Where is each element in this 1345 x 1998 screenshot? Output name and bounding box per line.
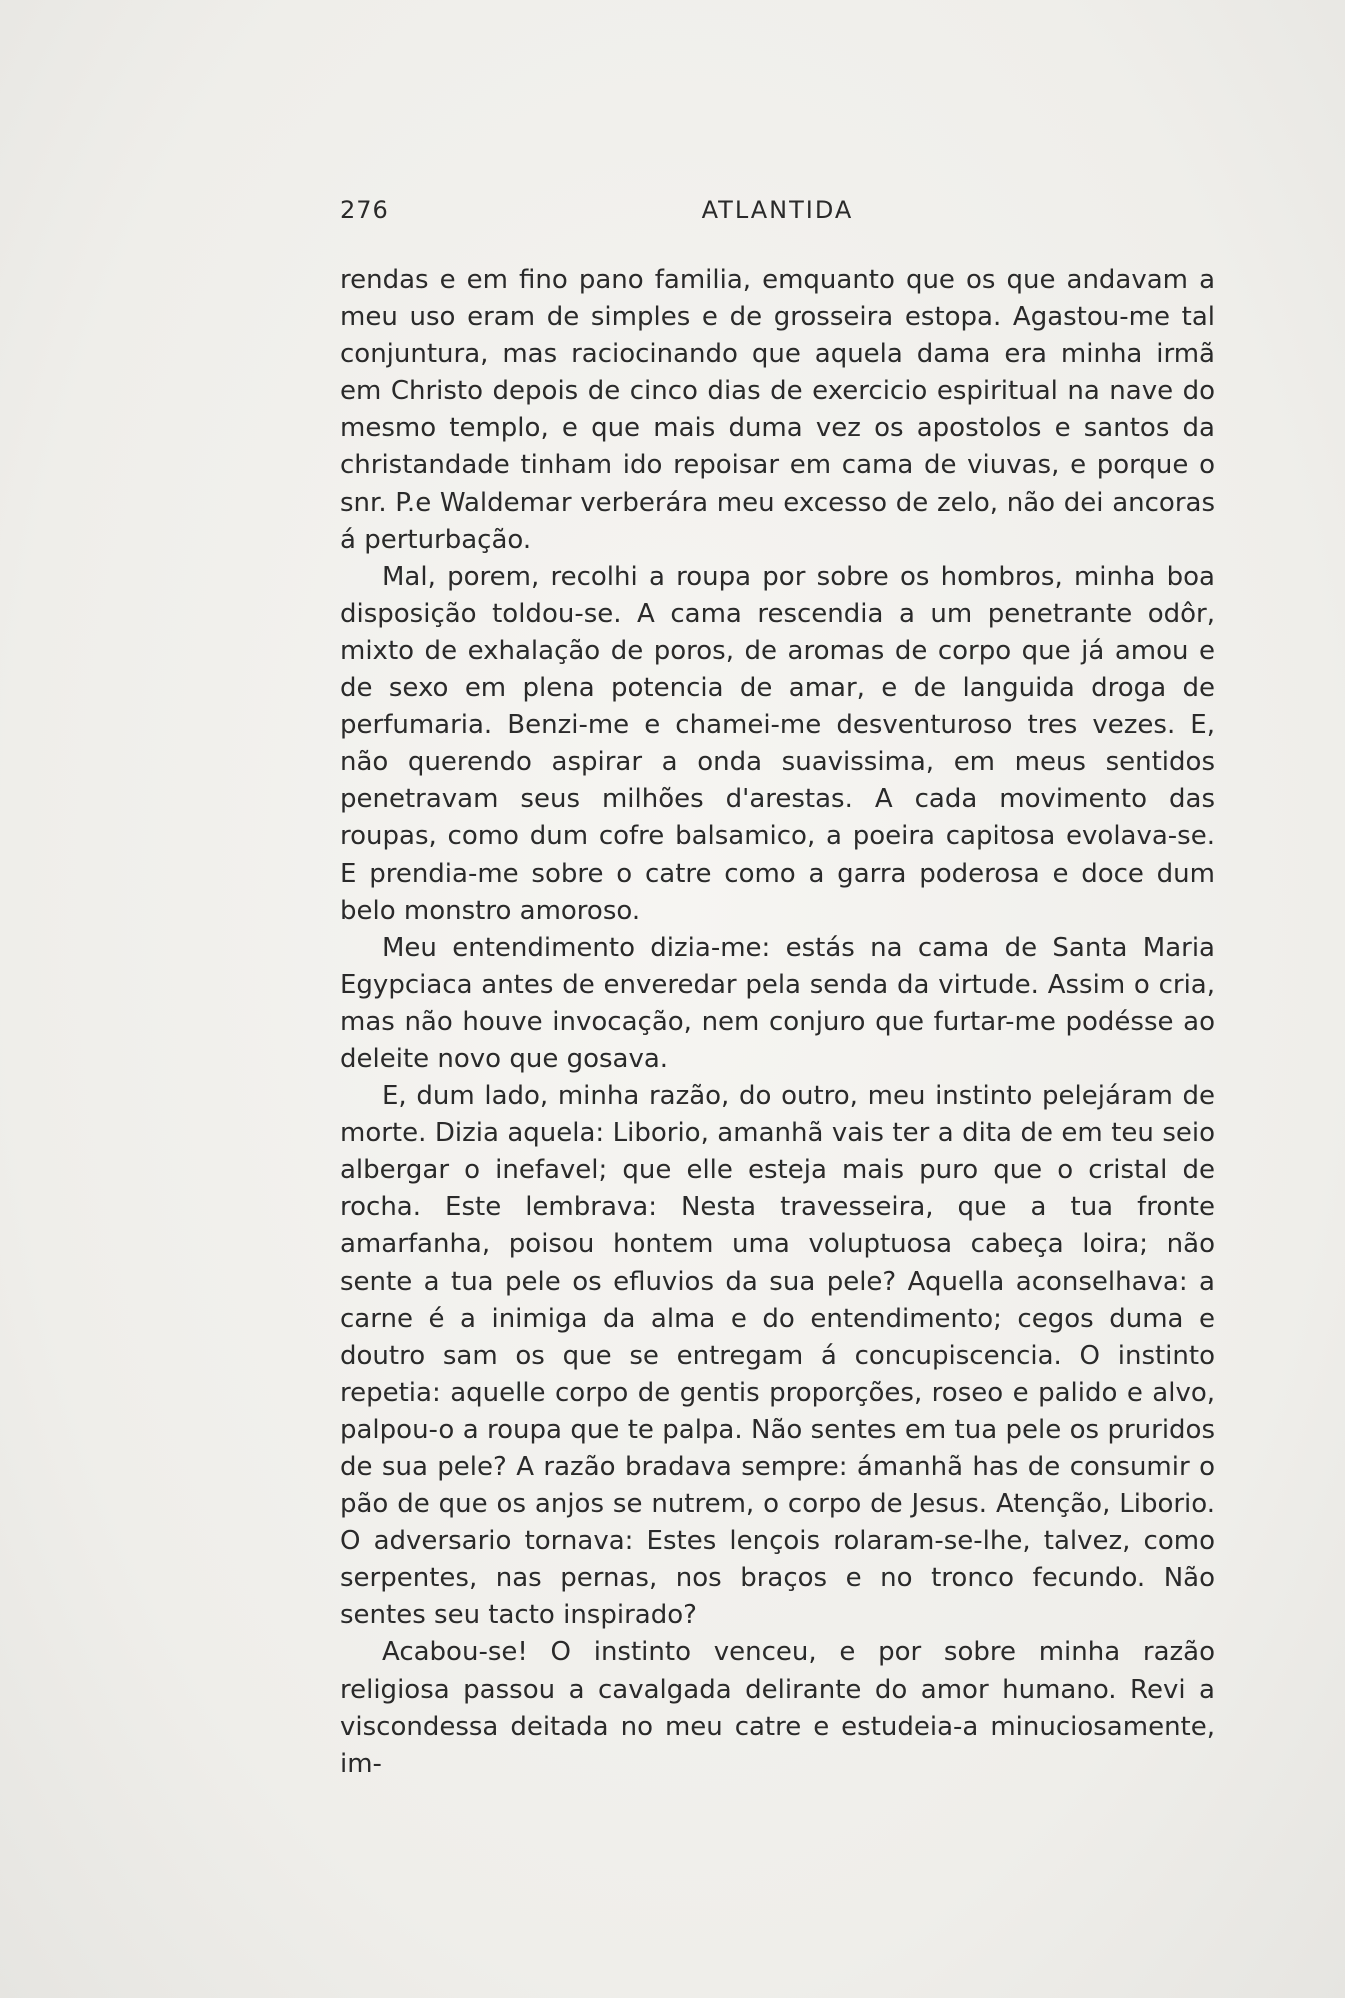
paragraph: Meu entendimento dizia-me: estás na cama de Santa Maria Egypciaca antes de enveredar pela senda da virtude. Assim o cria, mas não houve invocação, nem conjuro que furtar-me podésse ao deleite novo que gosava. <box>340 932 1215 1074</box>
running-title: ATLANTIDA <box>701 196 854 224</box>
body-text <box>340 262 1215 1783</box>
page-number: 276 <box>340 196 389 224</box>
paragraph: Mal, porem, recolhi a roupa por sobre os hombros, minha boa disposição toldou-se. A cama rescendia a um penetrante odôr, mixto de exhalação de poros, de aromas de corpo que já amou e de sexo em plena potencia de amar, e de languida droga de perfumaria. Benzi-me e chamei-me desventuroso tres vezes. E, não querendo aspirar a onda suavissima, em meus sentidos penetravam seus milhões d'arestas. A cada movimento das roupas, como dum cofre balsamico, a poeira capitosa evolava-se. E prendia-me sobre o catre como a garra poderosa e doce dum belo monstro amoroso. <box>340 561 1215 926</box>
paragraph: Acabou-se! O instinto venceu, e por sobre minha razão religiosa passou a cavalgada delirante do amor humano. Revi a viscondessa deitada no meu catre e estudeia-a minuciosamente, im- <box>340 1637 1215 1779</box>
paragraph: E, dum lado, minha razão, do outro, meu instinto pelejáram de morte. Dizia aquela: Liborio, amanhã vais ter a dita de em teu seio albergar o inefavel; que elle esteja mais puro que o cristal de rocha. Este lembrava: Nesta travesseira, que a tua fronte amarfanha, poisou hontem uma voluptuosa cabeça loira; não sente a tua pele os efluvios da sua pele? Aquella aconselhava: a carne é a inimiga da alma e do entendimento; cegos duma e doutro sam os que se entregam á concupiscencia. O instinto repetia: aquelle corpo de gentis proporções, roseo e palido e alvo, palpou-o a roupa que te palpa. Não sentes em tua pele os pruridos de sua pele? A razão bradava sempre: ámanhã has de consumir o pão de que os anjos se nutrem, o corpo de Jesus. Atenção, Liborio. O adversario tornava: Estes lençois rolaram-se-lhe, talvez, como serpentes, nas pernas, nos braços e no tronco fecundo. Não sentes seu tacto inspirado? <box>340 1081 1215 1631</box>
paragraph: rendas e em fino pano familia, emquanto que os que andavam a meu uso eram de simples e de grosseira estopa. Agastou-me tal conjuntura, mas raciocinando que aquela dama era minha irmã em Christo depois de cinco dias de exercicio espiritual na nave do mesmo templo, e que mais duma vez os apostolos e santos da christandade tinham ido repoisar em cama de viuvas, e porque o snr. P.e Waldemar verberára meu excesso de zelo, não dei ancoras á perturbação. <box>340 265 1215 555</box>
page-header <box>340 196 1215 232</box>
